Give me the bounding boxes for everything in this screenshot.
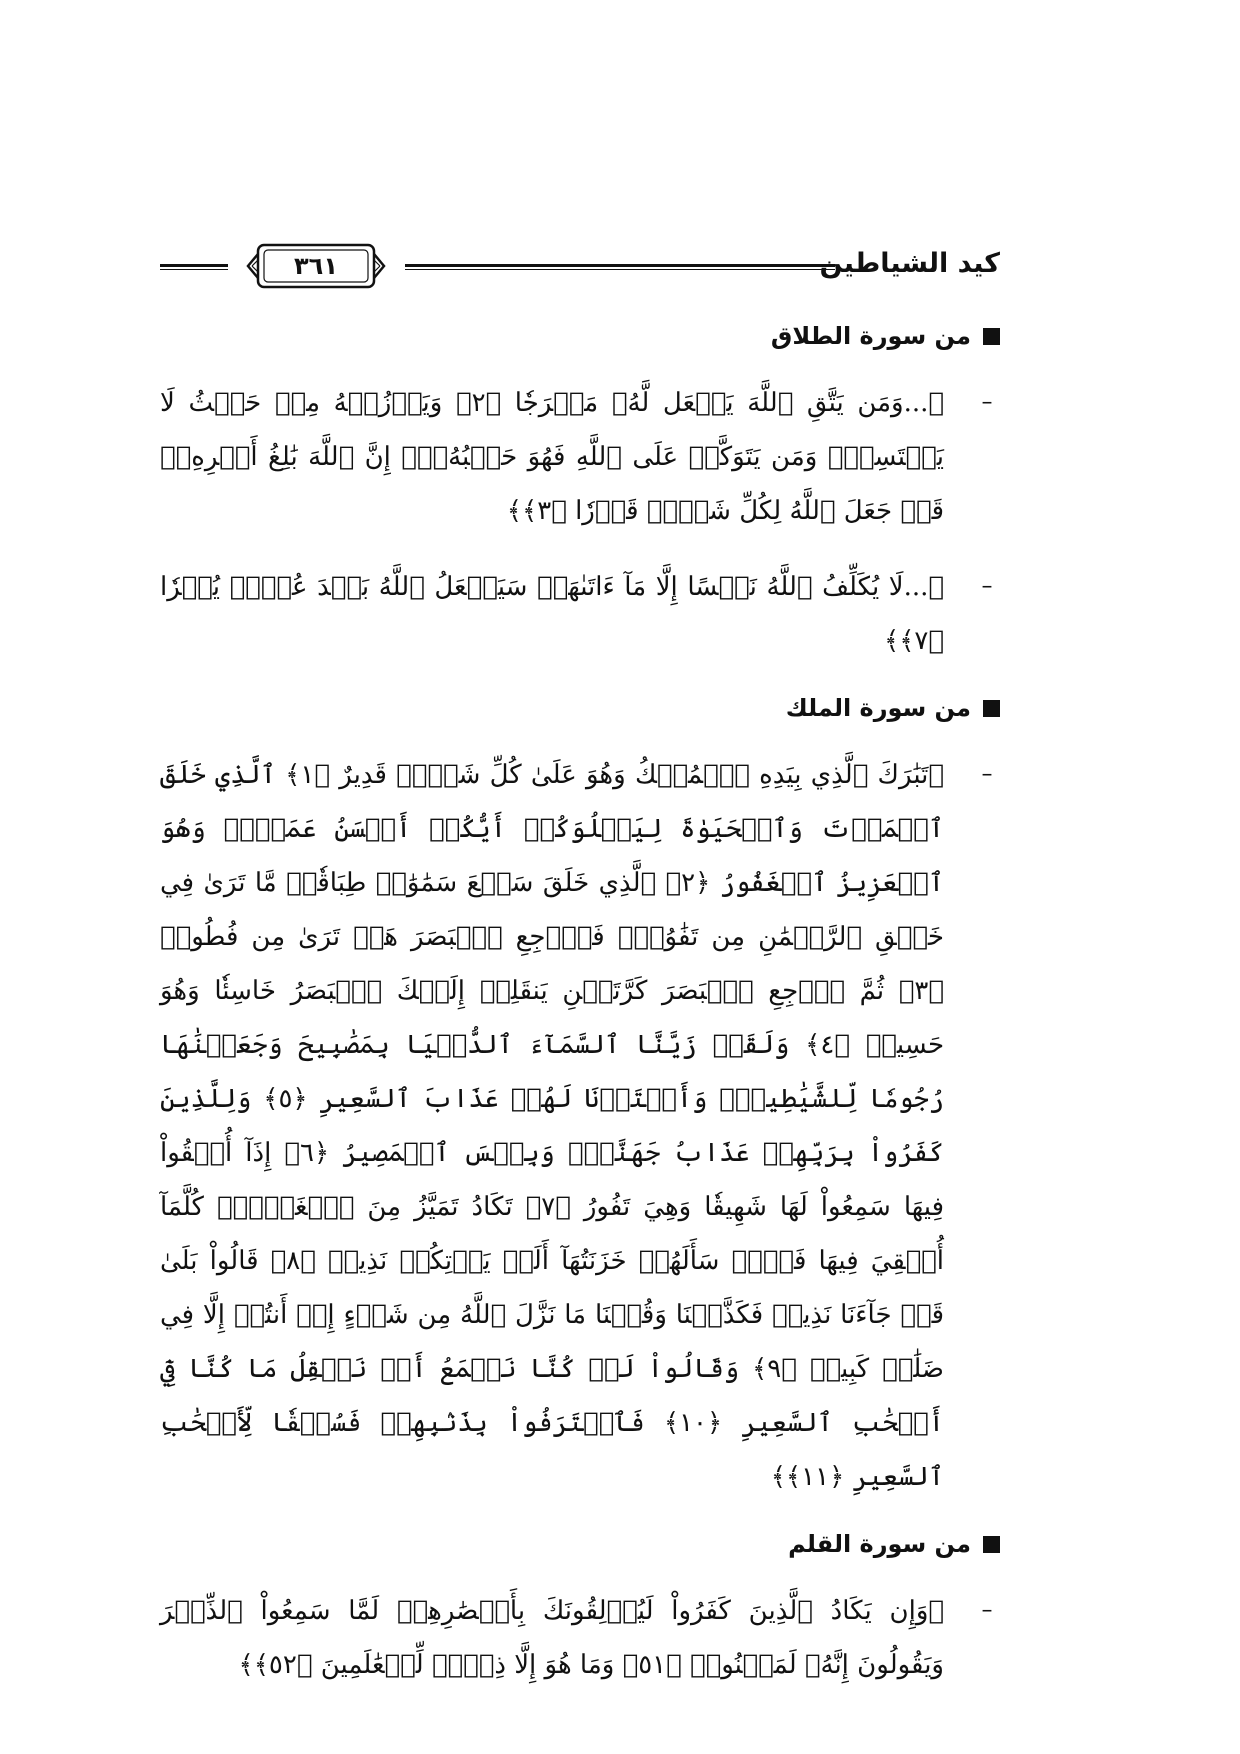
- section-al-mulk: [160, 690, 1000, 1504]
- dash-bullet: –: [981, 574, 993, 599]
- square-bullet-icon: [983, 700, 1000, 717]
- quran-verse: ﴿...لَا يُكَلِّفُ ٱللَّهُ نَفۡسًا إِلَّا مَآ ءَاتَىٰهَاۚ سَيَجۡعَلُ ٱللَّهُ بَعۡدَ عُسۡرٖ يُسۡرٗا ﴿٧﴾﴾: [160, 572, 944, 656]
- verse-item: [160, 748, 1000, 1504]
- header-rule-short: [160, 264, 228, 270]
- verse-item: [160, 1584, 1000, 1692]
- section-al-qalam: [160, 1526, 1000, 1692]
- section-heading: [160, 318, 1000, 354]
- book-title: كيد الشياطين: [819, 248, 1000, 279]
- header-rule-long: [405, 264, 835, 270]
- quran-verse: ﴿تَبَٰرَكَ ٱلَّذِي بِيَدِهِ ٱلۡمُلۡكُ وَهُوَ عَلَىٰ كُلِّ شَيۡءٖ قَدِيرٌ ﴿١﴾ ٱلَّذِي خَلَقَ ٱلۡمَوۡتَ وَٱلۡحَيَوٰةَ لِيَبۡلُوَكُمۡ أَيُّكُمۡ أَحۡسَنُ عَمَلٗاۚ وَهُوَ ٱلۡعَزِيزُ ٱلۡغَفُورُ ﴿٢﴾ ٱلَّذِي خَلَقَ سَبۡعَ سَمَٰوَٰتٖ طِبَاقٗاۖ مَّا تَرَىٰ فِي خَلۡقِ ٱلرَّحۡمَٰنِ مِن تَفَٰوُتٖۖ فَٱرۡجِعِ ٱلۡبَصَرَ هَلۡ تَرَىٰ مِن فُطُورٖ ﴿٣﴾ ثُمَّ ٱرۡجِعِ ٱلۡبَصَرَ كَرَّتَيۡنِ يَنقَلِبۡ إِلَيۡكَ ٱلۡبَصَرُ خَاسِئٗا وَهُوَ حَسِيرٞ ﴿٤﴾ وَلَقَدۡ زَيَّنَّا ٱلسَّمَآءَ ٱلدُّنۡيَا بِمَصَٰبِيحَ وَجَعَلۡنَٰهَا رُجُومٗا لِّلشَّيَٰطِينِۖ وَأَعۡتَدۡنَا لَهُمۡ عَذَابَ ٱلسَّعِيرِ ﴿٥﴾ وَلِلَّذِينَ كَفَرُواْ بِرَبِّهِمۡ عَذَابُ جَهَنَّمَۖ وَبِئۡسَ ٱلۡمَصِيرُ ﴿٦﴾ إِذَآ أُلۡقُواْ فِيهَا سَمِعُواْ لَهَا شَهِيقٗا وَهِيَ تَفُورُ ﴿٧﴾ تَكَادُ تَمَيَّزُ مِنَ ٱلۡغَيۡظِۖ كُلَّمَآ أُلۡقِيَ فِيهَا فَوۡجٞ سَأَلَهُمۡ خَزَنَتُهَآ أَلَمۡ يَأۡتِكُمۡ نَذِيرٞ ﴿٨﴾ قَالُواْ بَلَىٰ قَدۡ جَآءَنَا نَذِيرٞ فَكَذَّبۡنَا وَقُلۡنَا مَا نَزَّلَ ٱللَّهُ مِن شَيۡءٍ إِنۡ أَنتُمۡ إِلَّا فِي ضَلَٰلٖ كَبِيرٖ ﴿٩﴾ وَقَالُواْ لَوۡ كُنَّا نَسۡمَعُ أَوۡ نَعۡقِلُ مَا كُنَّا فِيٓ أَصۡحَٰبِ ٱلسَّعِيرِ ﴿١٠﴾ فَٱعۡتَرَفُواْ بِذَنۢبِهِمۡ فَسُحۡقٗا لِّأَصۡحَٰبِ ٱلسَّعِيرِ ﴿١١﴾﴾: [160, 760, 945, 1492]
- page-number-frame: [244, 242, 388, 290]
- section-heading: [160, 1526, 1000, 1562]
- page-content: [160, 318, 1000, 1714]
- section-heading: [160, 690, 1000, 726]
- section-heading-text: من سورة الطلاق: [770, 322, 971, 350]
- dash-bullet: –: [981, 1598, 993, 1623]
- verse-item: [160, 376, 1000, 538]
- page-number: ٣٦١: [294, 252, 338, 280]
- section-at-talaq: [160, 318, 1000, 668]
- quran-verse: ﴿وَإِن يَكَادُ ٱلَّذِينَ كَفَرُواْ لَيُزۡلِقُونَكَ بِأَبۡصَٰرِهِمۡ لَمَّا سَمِعُواْ ٱلذِّكۡرَ وَيَقُولُونَ إِنَّهُۥ لَمَجۡنُونٞ ﴿٥١﴾ وَمَا هُوَ إِلَّا ذِكۡرٞ لِّلۡعَٰلَمِينَ ﴿٥٢﴾﴾: [160, 1596, 944, 1680]
- dash-bullet: –: [981, 762, 993, 787]
- section-heading-text: من سورة القلم: [788, 1530, 971, 1558]
- square-bullet-icon: [983, 1536, 1000, 1553]
- section-heading-text: من سورة الملك: [785, 694, 971, 722]
- dash-bullet: –: [981, 390, 993, 415]
- verse-item: [160, 560, 1000, 668]
- quran-verse: ﴿...وَمَن يَتَّقِ ٱللَّهَ يَجۡعَل لَّهُۥ مَخۡرَجٗا ﴿٢﴾ وَيَرۡزُقۡهُ مِنۡ حَيۡثُ لَا يَحۡتَسِبُۚ وَمَن يَتَوَكَّلۡ عَلَى ٱللَّهِ فَهُوَ حَسۡبُهُۥٓۚ إِنَّ ٱللَّهَ بَٰلِغُ أَمۡرِهِۦۚ قَدۡ جَعَلَ ٱللَّهُ لِكُلِّ شَيۡءٖ قَدۡرٗا ﴿٣﴾﴾: [160, 388, 944, 526]
- running-header: [160, 242, 1000, 294]
- square-bullet-icon: [983, 328, 1000, 345]
